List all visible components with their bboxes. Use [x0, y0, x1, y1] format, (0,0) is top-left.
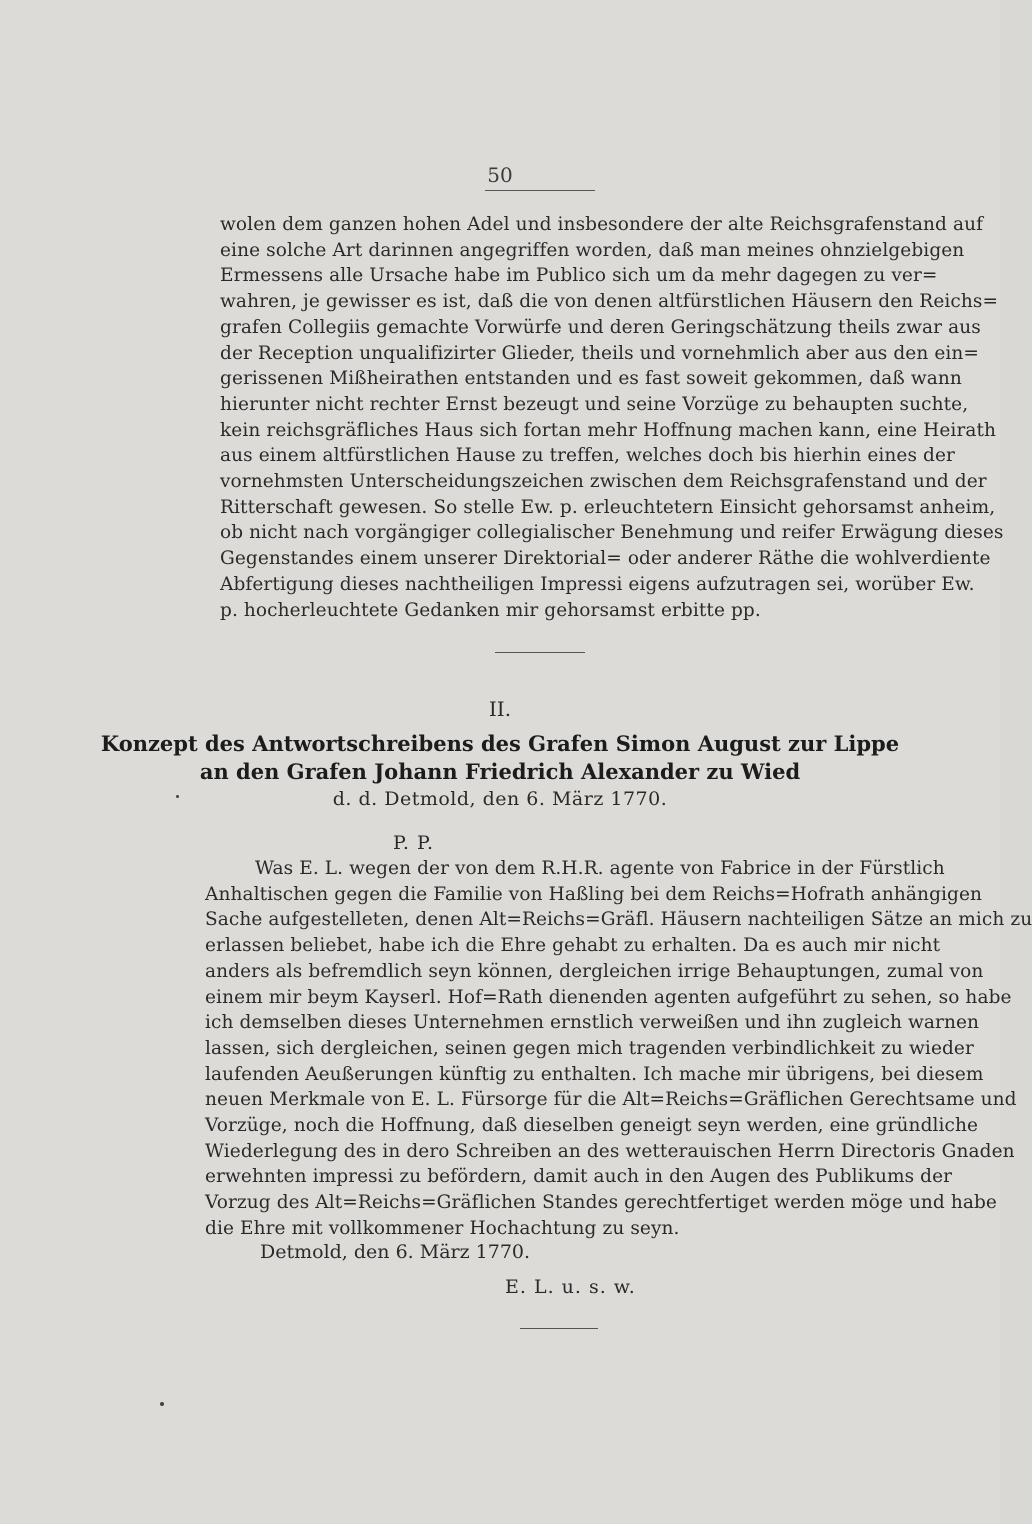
text-line: einem mir beym Kayserl. Hof=Rath dienenden agenten aufgeführt zu sehen, so habe: [205, 986, 1012, 1008]
text-line: wahren, je gewisser es ist, daß die von denen altfürstlichen Häusern den Reichs=: [220, 291, 999, 313]
page-number: 50: [487, 163, 513, 187]
text-line: neuen Merkmale von E. L. Fürsorge für die Alt=Reichs=Gräflichen Gerechtsame und: [205, 1089, 1017, 1111]
text-line: wolen dem ganzen hohen Adel und insbesondere der alte Reichsgrafenstand auf: [220, 214, 984, 235]
text-line: erwehnten impressi zu befördern, damit auch in den Augen des Publikums der: [205, 1166, 953, 1188]
closing-date: Detmold, den 6. März 1770.: [260, 1241, 531, 1263]
text-line: aus einem altfürstlichen Hause zu treffen, welches doch bis hierhin eines der: [220, 445, 955, 467]
text-line: Vorzüge, noch die Hoffnung, daß dieselben geneigt seyn werden, eine gründliche: [205, 1115, 979, 1137]
text-line: ob nicht nach vorgängiger collegialischer Benehmung und reifer Erwägung dieses: [220, 522, 1004, 544]
section-dateline: d. d. Detmold, den 6. März 1770.: [332, 788, 668, 810]
text-line: ich demselben dieses Unternehmen ernstlich verweißen und ihn zugleich warnen: [205, 1012, 980, 1034]
salutation: P. P.: [393, 832, 434, 854]
text-line: Ermessens alle Ursache habe im Publico sich um da mehr dagegen zu ver=: [220, 265, 938, 287]
text-line: Sache aufgestelleten, denen Alt=Reichs=Gräfl. Häusern nachteiligen Sätze an mich zu: [205, 909, 1032, 931]
text-line: der Reception unqualifizirter Glieder, theils und vornehmlich aber aus den ein=: [220, 342, 980, 364]
top-paragraph: [220, 212, 1004, 623]
text-line: die Ehre mit vollkommener Hochachtung zu seyn.: [205, 1217, 680, 1239]
letter-paragraph: [205, 856, 1032, 1242]
text-line: anders als befremdlich seyn können, dergleichen irrige Behauptungen, zumal von: [205, 960, 984, 982]
text-line: Abfertigung dieses nachtheiligen Impressi eigens aufzutragen sei, worüber Ew.: [220, 573, 975, 595]
text-line: Gegenstandes einem unserer Direktorial= oder anderer Räthe die wohlverdiente: [220, 548, 991, 570]
paper-speck: [160, 1402, 164, 1406]
text-line: kein reichsgräfliches Haus sich fortan mehr Hoffnung machen kann, eine Heirath: [220, 419, 997, 441]
section-divider: [495, 652, 585, 653]
text-line: vornehmsten Unterscheidungszeichen zwischen dem Reichsgrafenstand und der: [220, 471, 987, 493]
closing-signature: E. L. u. s. w.: [505, 1276, 636, 1298]
end-divider: [520, 1328, 598, 1329]
page-number-rule: [485, 190, 595, 191]
text-line: Vorzug des Alt=Reichs=Gräflichen Standes gerechtfertiget werden möge und habe: [205, 1192, 997, 1214]
paper-speck: [176, 795, 179, 798]
section-title-line-2: an den Grafen Johann Friedrich Alexander zu Wied: [199, 759, 801, 784]
text-line: p. hocherleuchtete Gedanken mir gehorsamst erbitte pp.: [220, 599, 761, 621]
text-line: laufenden Aeußerungen künftig zu enthalten. Ich mache mir übrigens, bei diesem: [205, 1063, 984, 1085]
section-numeral: II.: [488, 697, 512, 721]
text-line: Ritterschaft gewesen. So stelle Ew. p. erleuchtetern Einsicht gehorsamst anheim,: [220, 496, 996, 518]
text-line: gerissenen Mißheirathen entstanden und es fast soweit gekommen, daß wann: [220, 368, 962, 390]
text-line: hierunter nicht rechter Ernst bezeugt und seine Vorzüge zu behaupten suchte,: [220, 393, 969, 415]
text-line: erlassen beliebet, habe ich die Ehre gehabt zu erhalten. Da es auch mir nicht: [205, 935, 941, 957]
text-line: grafen Collegiis gemachte Vorwürfe und deren Geringschätzung theils zwar aus: [220, 316, 981, 338]
text-line: Anhaltischen gegen die Familie von Haßling bei dem Reichs=Hofrath anhängigen: [205, 883, 983, 905]
text-line: eine solche Art darinnen angegriffen worden, daß man meines ohnzielgebigen: [220, 239, 965, 261]
section-title-line-1: Konzept des Antwortschreibens des Grafen Simon August zur Lippe: [100, 731, 900, 756]
text-line: lassen, sich dergleichen, seinen gegen mich tragenden verbindlichkeit zu wieder: [205, 1037, 974, 1059]
section-title: [0, 730, 1000, 786]
text-line: Wiederlegung des in dero Schreiben an des wetterauischen Herrn Directoris Gnaden: [205, 1140, 1015, 1162]
text-line: Was E. L. wegen der von dem R.H.R. agente von Fabrice in der Fürstlich: [255, 858, 945, 879]
